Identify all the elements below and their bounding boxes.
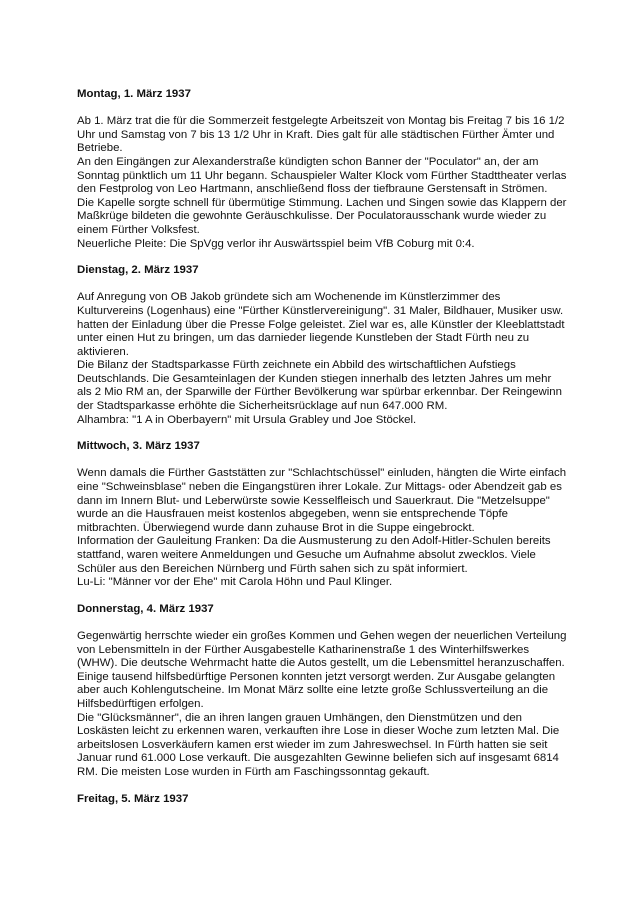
diary-entry [77,793,567,807]
entry-date-heading: Dienstag, 2. März 1937 [77,264,199,277]
entry-body [77,115,567,251]
entry-paragraph: Die Bilanz der Stadtsparkasse Fürth zeichnete ein Abbild des wirtschaftlichen Aufstiegs Deutschlands. Die Gesamteinlagen der Kunden stiegen innerhalb des letzten Jahres um mehr als 2 Mio RM an, der Sparwille der Fürther Bevölkerung war spürbar erkennbar. Der Reingewinn der Stadtsparkasse erhöhte die Sicherheitsrücklage auf nun 647.000 RM. [77,359,562,413]
entry-paragraph: Neuerliche Pleite: Die SpVgg verlor ihr Auswärtsspiel beim VfB Coburg mit 0:4. [77,237,475,250]
entry-paragraph: Ab 1. März trat die für die Sommerzeit festgelegte Arbeitszeit von Montag bis Freitag 7 bis 16 1/2 Uhr und Samstag von 7 bis 13 1/2 Uhr in Kraft. Dies galt für alle städtischen Fürther Ämter und Betriebe. [77,115,565,155]
diary-entry [77,264,567,427]
entry-paragraph: Wenn damals die Fürther Gaststätten zur "Schlachtschüssel" einluden, hängten die Wirte einfach eine "Schweinsblase" neben die Eingangstüren ihrer Lokale. Zur Mittags- oder Abendzeit gab es dann im Innern Blut- und Leberwürste sowie Kesselfleisch und Sauerkraut. Die "Metzelsuppe" wurde an die Hausfrauen meist kostenlos abgegeben, wenn sie entsprechende Töpfe mitbrachten. Überwiegend wurde dann zuhause Brot in die Suppe eingebrockt. [77,467,567,534]
diary-entry [77,603,567,780]
entry-paragraph: An den Eingängen zur Alexanderstraße kündigten schon Banner der "Poculator" an, der am Sonntag pünktlich um 11 Uhr begann. Schauspieler Walter Klock vom Fürther Stadttheater verlas den Festprolog von Leo Hartmann, anschließend floss der tiefbraune Gerstensaft in Strömen. Die Kapelle sorgte schnell für übermütige Stimmung. Lachen und Singen sowie das Klappern der Maßkrüge bildeten die gewohnte Geräuschkulisse. Der Poculatorausschank wurde wieder zu einem Fürther Volksfest. [77,155,567,236]
entry-body [77,467,567,589]
entry-date-heading: Donnerstag, 4. März 1937 [77,602,214,615]
entry-date-heading: Freitag, 5. März 1937 [77,792,189,805]
entry-body [77,291,567,427]
entry-paragraph: Auf Anregung von OB Jakob gründete sich am Wochenende im Künstlerzimmer des Kulturvereins (Logenhaus) eine "Fürther Künstlervereinigung". 31 Maler, Bildhauer, Musiker usw. hatten der Einladung über die Presse Folge geleistet. Ziel war es, alle Künstler der Kleeblattstadt unter einen Hut zu bringen, um das darnieder liegende Kunstleben der Stadt Fürth neu zu aktivieren. [77,291,565,358]
entry-body [77,630,567,780]
entry-paragraph: Lu-Li: "Männer vor der Ehe" mit Carola Höhn und Paul Klinger. [77,576,393,589]
entry-paragraph: Die "Glücksmänner", die an ihren langen grauen Umhängen, den Dienstmützen und den Loskästen leicht zu erkennen waren, verkauften ihre Lose in dieser Woche zum letzten Mal. Die arbeitslosen Losverkäufern kamen erst wieder im zum Jahreswechsel. In Fürth hatten sie seit Januar rund 61.000 Lose verkauft. Die ausgezahlten Gewinne beliefen sich auf insgesamt 6814 RM. Die meisten Lose wurden in Fürth am Faschingssonntag gekauft. [77,711,560,778]
entry-date-heading: Mittwoch, 3. März 1937 [77,440,200,453]
diary-entry [77,88,567,251]
entry-paragraph: Information der Gauleitung Franken: Da die Ausmusterung zu den Adolf-Hitler-Schulen bereits stattfand, waren weitere Anmeldungen und Gesuche um Aufnahme absolut zwecklos. Viele Schüler aus den Bereichen Nürnberg und Fürth sahen sich zu spät informiert. [77,535,551,575]
document-page [77,88,567,820]
entry-paragraph: Gegenwärtig herrschte wieder ein großes Kommen und Gehen wegen der neuerlichen Verteilung von Lebensmitteln in der Fürther Ausgabestelle Katharinenstraße 1 des Winterhilfswerkes (WHW). Die deutsche Wehrmacht hatte die Autos gestellt, um die Lebensmittel heranzuschaffen. Einige tausend hilfsbedürftige Personen konnten jetzt versorgt werden. Zur Ausgabe gelangten aber auch Kohlengutscheine. Im Monat März sollte eine letzte große Schlussverteilung an die Hilfsbedürftigen erfolgen. [77,629,567,710]
entry-date-heading: Montag, 1. März 1937 [77,88,191,100]
diary-entry [77,440,567,590]
entry-paragraph: Alhambra: "1 A in Oberbayern" mit Ursula Grabley und Joe Stöckel. [77,413,417,426]
